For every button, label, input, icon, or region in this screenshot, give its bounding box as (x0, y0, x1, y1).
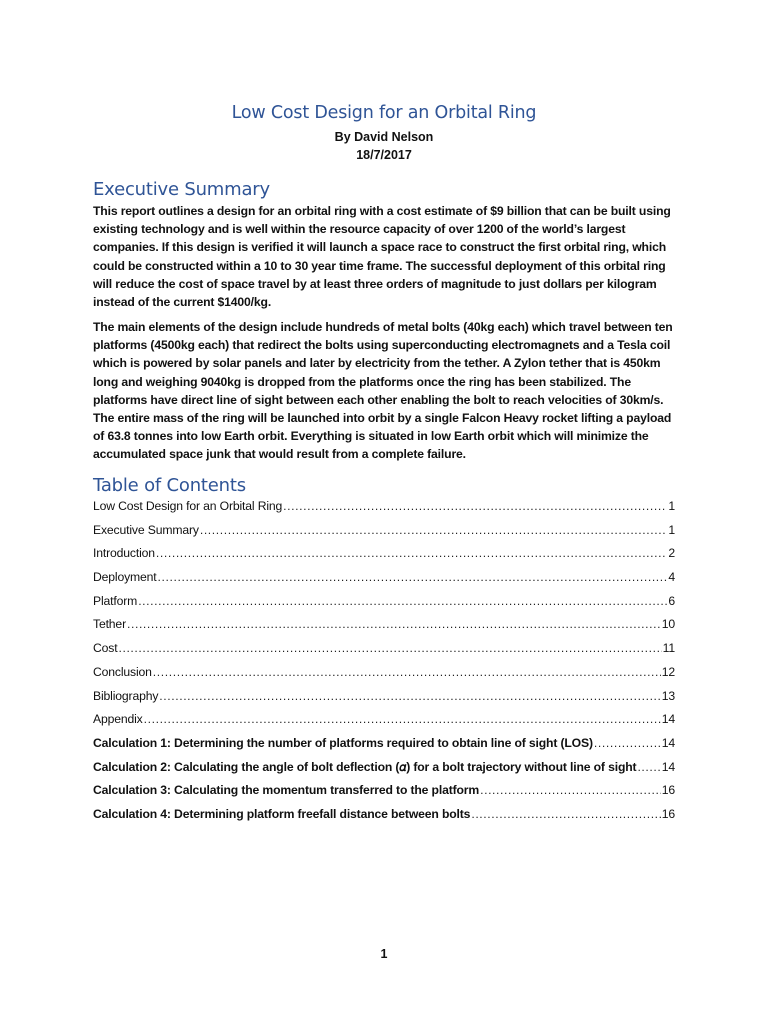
toc-leader (156, 546, 667, 560)
toc-entry[interactable] (93, 760, 675, 784)
toc-entry[interactable] (93, 783, 675, 807)
toc-entry[interactable] (93, 665, 675, 689)
toc-entry-label: Deployment (93, 570, 157, 585)
toc-leader (158, 570, 668, 584)
toc-entry[interactable] (93, 523, 675, 547)
toc-entry-label: Tether (93, 617, 126, 632)
toc-leader (594, 736, 661, 750)
table-of-contents (93, 499, 675, 831)
toc-leader (159, 689, 660, 703)
toc-entry-page: 2 (668, 546, 675, 561)
toc-entry-page: 1 (668, 499, 675, 513)
toc-entry[interactable] (93, 641, 675, 665)
toc-entry-page: 14 (661, 712, 675, 727)
toc-entry-page: 1 (668, 522, 675, 537)
toc-entry-label: Executive Summary (93, 522, 199, 537)
toc-entry-label: Bibliography (93, 688, 159, 703)
toc-entry-page: 6 (668, 593, 675, 608)
toc-leader (200, 523, 668, 537)
toc-entry-page: 13 (661, 688, 675, 703)
toc-entry[interactable] (93, 807, 675, 831)
document-title: Low Cost Design for an Orbital Ring (231, 103, 537, 123)
summary-paragraph-1: This report outlines a design for an orbital ring with a cost estimate of $9 billion that can be built using existing technology and is well within the resource capacity of over 1200 of the world’s largest companies. If this design is verified it will launch a space race to construct the first orbital ring, which could be constructed within a 10 to 30 year time frame. The successful deployment of this orbital ring will reduce the cost of space travel by at least three orders of magnitude to just dollars per kilogram instead of the current $1400/kg. (93, 204, 671, 310)
summary-paragraph-2: The main elements of the design include hundreds of metal bolts (40kg each) which travel between ten platforms (4500kg each) that redirect the bolts using superconducting electromagnets and a Tesla coil which is powered by solar panels and later by electricity from the tether. A Zylon tether that is 450km long and weighing 9040kg is dropped from the platforms once the ring has been stabilized. The platforms have direct line of sight between each other enabling the bolt to reach velocities of 30km/s. The entire mass of the ring will be launched into orbit by a single Falcon Heavy rocket lifting a payload of 63.8 tonnes into low Earth orbit. Everything is situated in low Earth orbit which will minimize the accumulated space junk that would result from a complete failure. (93, 320, 673, 462)
toc-entry-page: 16 (661, 806, 675, 821)
toc-leader (283, 499, 667, 513)
toc-entry[interactable] (93, 617, 675, 641)
toc-leader (118, 641, 661, 655)
toc-entry-label: Cost (93, 641, 118, 656)
toc-leader (144, 712, 661, 726)
toc-entry-label: Appendix (93, 712, 143, 727)
toc-entry-page: 16 (661, 783, 675, 798)
page-number: 1 (380, 947, 388, 961)
toc-entry-page: 14 (661, 759, 675, 774)
toc-leader (138, 594, 667, 608)
toc-entry[interactable] (93, 689, 675, 713)
toc-entry-label: Low Cost Design for an Orbital Ring (93, 499, 283, 513)
toc-entry-label: Platform (93, 593, 138, 608)
toc-entry-label: Conclusion (93, 664, 152, 679)
toc-entry[interactable] (93, 570, 675, 594)
toc-entry-page: 12 (661, 664, 675, 679)
toc-entry-label: Calculation 3: Calculating the momentum transferred to the platform (93, 783, 480, 798)
toc-leader (471, 807, 660, 821)
byline (0, 128, 768, 164)
date: 18/7/2017 (356, 148, 412, 162)
toc-entry[interactable] (93, 736, 675, 760)
toc-entry-page: 4 (668, 570, 675, 585)
toc-entry-label: Calculation 4: Determining platform freefall distance between bolts (93, 806, 471, 821)
toc-heading: Table of Contents (93, 475, 246, 496)
toc-leader (153, 665, 661, 679)
toc-entry[interactable] (93, 712, 675, 736)
toc-entry[interactable] (93, 594, 675, 618)
toc-entry-label: Calculation 1: Determining the number of platforms required to obtain line of sight (LOS) (93, 735, 593, 750)
toc-entry-page: 11 (662, 641, 675, 656)
toc-entry[interactable] (93, 499, 675, 523)
toc-entry-page: 14 (661, 735, 675, 750)
toc-entry-label: Introduction (93, 546, 155, 561)
toc-entry-label: Calculation 2: Calculating the angle of bolt deflection (𝛼) for a bolt trajectory without line of sight (93, 759, 637, 774)
executive-summary-heading: Executive Summary (93, 179, 270, 200)
toc-leader (637, 760, 660, 774)
toc-entry[interactable] (93, 546, 675, 570)
toc-entry-page: 10 (661, 617, 675, 632)
toc-leader (127, 617, 661, 631)
author: By David Nelson (334, 130, 434, 144)
toc-leader (480, 783, 661, 797)
